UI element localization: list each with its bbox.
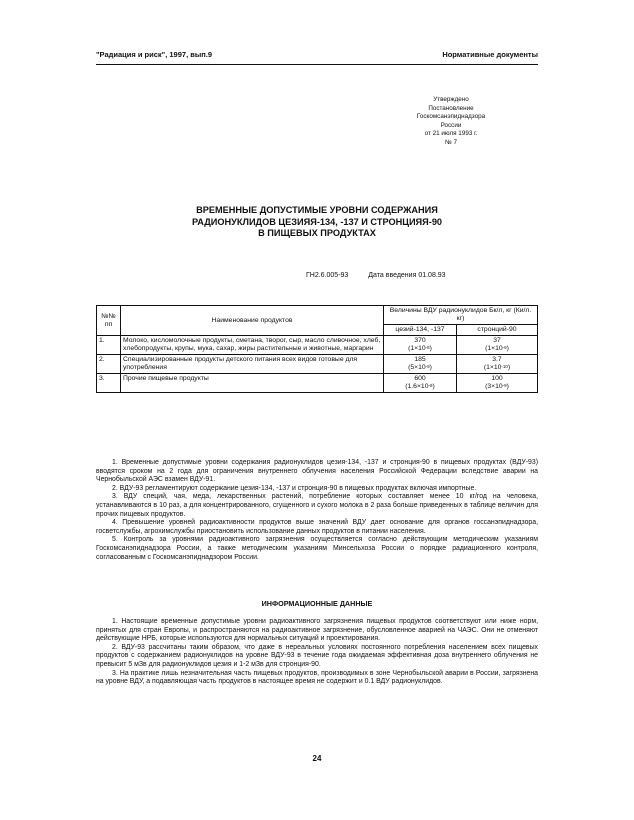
table-header-row (97, 306, 538, 325)
note-paragraph: 3. ВДУ специй, чая, меда, лекарственных растений, потребление которых составляет менее 10 кг/год на человека, устанавливаются в 10 раз, а для концентрированного, сгущенного и сухого молока в 2 раза больше приведенных в таблице величин для прочих пищевых продуктов. (96, 493, 538, 518)
ci-value: (5×10 (408, 364, 426, 371)
note-paragraph: 1. Временные допустимые уровни содержания радионуклидов цезия-134, -137 и стронция-90 в пищевых продуктах (ВДУ-93) вводятся сроком на 2 года для ограничения внутреннего облучения населения Российской Федерации вследствие аварии на Чернобыльской АЭС взамен ВДУ-91. (96, 459, 538, 484)
section-name: Нормативные документы (442, 50, 538, 59)
info-paragraph: 1. Настоящие временные допустимые уровни радиоактивного загрязнения пищевых продуктов соответствуют или ниже норм, принятых для стран Европы, и распространяются на радиоактивное загрязнение, обусловленное аварией на ЧАЭС. Они не отменяют действующие НРБ, которые используются для нормальных ситуаций и проектирования. (96, 618, 538, 643)
table-row (97, 355, 538, 374)
note-paragraph: 4. Превышение уровней радиоактивности продуктов выше значений ВДУ дает основание для органов госсанэпиднадзора, госветслужбы, агрохимслужбы приостановить использование данных продуктов в питании населения. (96, 519, 538, 535)
title-line: ВРЕМЕННЫЕ ДОПУСТИМЫЕ УРОВНИ СОДЕРЖАНИЯ (196, 205, 438, 215)
bq-value: 3.7 (492, 356, 502, 363)
row-number: 3. (97, 374, 121, 393)
ci-exponent: -9 (502, 383, 507, 388)
approval-stamp (396, 96, 506, 148)
ci-value: (1×10 (408, 345, 426, 352)
info-section (96, 618, 538, 687)
bq-value: 100 (491, 375, 503, 382)
col-cesium-header: цезий-134, -137 (384, 325, 457, 336)
approval-line: от 21 июля 1993 г. (424, 130, 478, 138)
strontium-value: 3.7 $(1\times 10^{-10})$ (457, 355, 538, 374)
journal-title: "Радиация и риск", 1997, вып.9 (96, 50, 213, 59)
ci-exponent: -8 (425, 345, 430, 350)
document-title (96, 205, 538, 240)
col-strontium-header: стронций-90 (457, 325, 538, 336)
ci-value: (1×10 (483, 364, 502, 371)
row-number: 2. (97, 355, 121, 374)
info-paragraph: 2. ВДУ-93 рассчитаны таким образом, что даже в нереальных условиях постоянного потребления населением всех пищевых продуктов с содержанием радионуклидов на уровне ВДУ-93 в течение года ожидаемая эффективная доза внутреннего облучения не превысит 5 мЗв для радионуклидов цезия и 1-2 мЗв для стронция-90. (96, 643, 538, 668)
product-name: Молоко, кисломолочные продукты, сметана, творог, сыр, масло сливочное, хлеб, хлебопродукты, крупы, мука, сахар, жиры растительные и животные, маргарин (121, 336, 384, 355)
title-line: В ПИЩЕВЫХ ПРОДУКТАХ (258, 228, 376, 239)
intro-date: Дата введения 01.08.93 (368, 272, 446, 279)
ci-exponent: -9 (502, 345, 507, 350)
cesium-value: 600 $(1.6\times 10^{-8})$ (384, 374, 457, 393)
document-code: ГН2.6.005-93 (306, 272, 349, 279)
col-number-header: №№ пп (97, 306, 121, 336)
note-paragraph: 2. ВДУ-93 регламентируют содержание цезия-134, -137 и стронция-90 в пищевых продуктах включая импортные. (112, 484, 477, 492)
notes-section (96, 459, 538, 562)
cesium-value: 370 $(1\times 10^{-8})$ (384, 336, 457, 355)
ci-exponent: -10 (501, 364, 508, 369)
ci-exponent: -8 (428, 383, 433, 388)
approval-line: № 7 (444, 138, 457, 146)
table-row (97, 374, 538, 393)
bq-value: 37 (493, 337, 501, 344)
col-name-header: Наименование продуктов (121, 306, 384, 336)
title-line: РАДИОНУКЛИДОВ ЦЕЗИЯЯ-134, -137 И СТРОНЦИЯЯ-90 (191, 216, 443, 227)
vdu-table (96, 305, 538, 393)
approval-line: Утверждено (433, 96, 469, 103)
ci-exponent: -9 (425, 364, 430, 369)
col-values-header: Величины ВДУ радионуклидов Бк/л, кг (Ки/л. кг) (384, 306, 538, 325)
row-number: 1. (97, 336, 121, 355)
ci-value: (1×10 (485, 345, 503, 352)
ci-value: (3×10 (485, 383, 503, 390)
info-paragraph: 3. На практике лишь незначительная часть пищевых продуктов, производимых в зоне Чернобыльской аварии в России, загрязнена на уровне ВДУ, а подавляющая часть продуктов в настоящее время не содержит и 0.1 ВДУ радионуклидов. (96, 669, 538, 686)
bq-value: 600 (414, 375, 426, 382)
note-paragraph: 5. Контроль за уровнями радиоактивного загрязнения осуществляется согласно действующим методическим указаниям Госкомсанэпиднадзора России, а также методическим указаниям Минсельхоза России о порядке радиационного контроля, согласованным с Госкомсанэпиднадзором России. (96, 536, 538, 561)
document-code-line (306, 272, 464, 279)
ci-value: (1.6×10 (405, 383, 429, 390)
approval-line: Постановление (428, 104, 474, 112)
running-header (96, 50, 538, 64)
approval-line: Госкомсанэпиднадзора (416, 113, 486, 121)
product-name: Специализированные продукты детского питания всех видов готовые для употребления (121, 355, 384, 374)
header-rule (96, 64, 538, 65)
cesium-value: 185 $(5\times 10^{-9})$ (384, 355, 457, 374)
strontium-value: 37 $(1\times 10^{-9})$ (457, 336, 538, 355)
product-name: Прочие пищевые продукты (121, 374, 384, 393)
strontium-value: 100 $(3\times 10^{-9})$ (457, 374, 538, 393)
bq-value: 370 (414, 337, 426, 344)
approval-line: России (440, 121, 462, 129)
page-number: 24 (312, 754, 322, 763)
info-section-title: ИНФОРМАЦИОННЫЕ ДАННЫЕ (261, 599, 373, 608)
bq-value: 185 (414, 356, 426, 363)
table-row (97, 336, 538, 355)
